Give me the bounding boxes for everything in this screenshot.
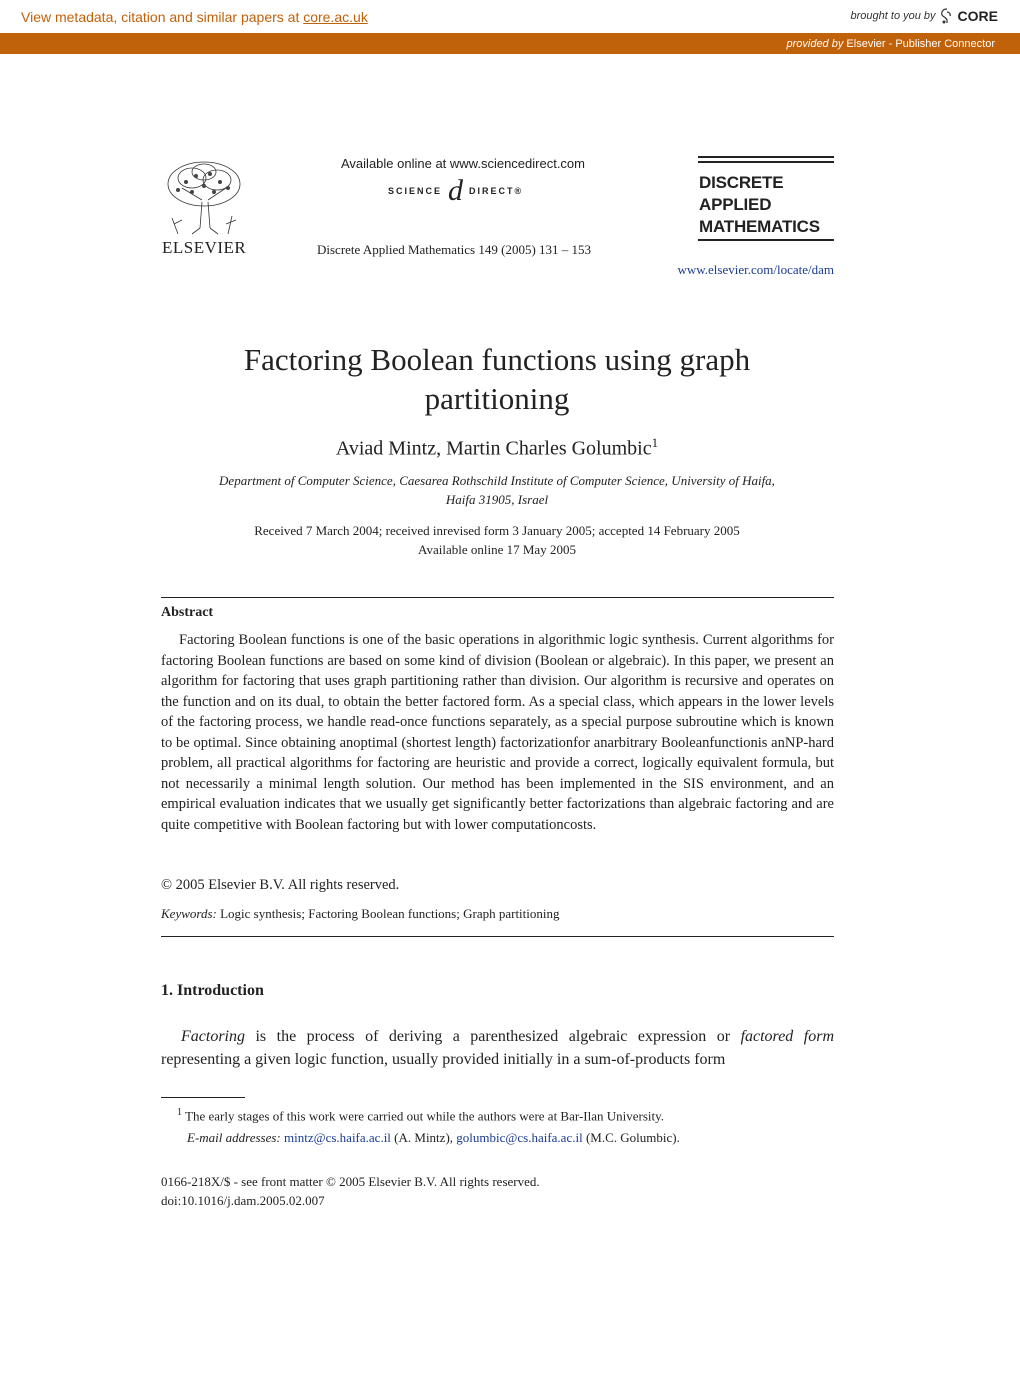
term-factored-form: factored form	[740, 1028, 834, 1045]
footnote-1-text: The early stages of this work were carried out while the authors were at Bar-Ilan University.	[182, 1108, 665, 1124]
email-mintz-link[interactable]: mintz@cs.haifa.ac.il	[284, 1130, 391, 1145]
title-line2: partitioning	[424, 381, 570, 416]
journal-url-link[interactable]: www.elsevier.com/locate/dam	[677, 262, 834, 277]
affiliation	[160, 471, 834, 509]
affiliation-line2: Haifa 31905, Israel	[445, 492, 549, 507]
available-online-text: Available online at www.sciencedirect.com	[341, 156, 585, 171]
sd-left: SCIENCE	[388, 186, 443, 196]
journal-citation: Discrete Applied Mathematics 149 (2005) 131 – 153	[317, 242, 592, 257]
term-factoring: Factoring	[181, 1028, 245, 1045]
intro-text-b: representing a given logic function, usually provided initially in a sum-of-products form	[161, 1051, 726, 1068]
sd-at-icon: d	[448, 174, 464, 207]
available-date: Available online 17 May 2005	[418, 542, 576, 557]
journal-logo-line1: DISCRETE	[699, 173, 784, 192]
provided-by-label: provided by	[786, 38, 844, 50]
journal-logo-line3: MATHEMATICS	[699, 217, 820, 236]
keywords-label: Keywords:	[161, 906, 217, 921]
introduction-heading: 1. Introduction	[161, 982, 264, 999]
core-metadata-prefix: View metadata, citation and similar papers at	[21, 9, 304, 25]
email1-owner: (A. Mintz),	[390, 1130, 457, 1145]
intro-text-a: is the process of deriving a parenthesized algebraic expression or	[245, 1028, 741, 1045]
core-metadata-text	[21, 9, 368, 25]
author-footnote-mark[interactable]: 1	[651, 435, 659, 450]
received-dates: Received 7 March 2004; received inrevised form 3 January 2005; accepted 14 February 2005	[254, 523, 740, 538]
journal-logo-title	[699, 172, 820, 238]
journal-logo-bottom-rule	[698, 239, 834, 241]
introduction-paragraph	[161, 1025, 834, 1071]
author-list	[160, 435, 834, 461]
doi-line[interactable]: doi:10.1016/j.dam.2005.02.007	[161, 1193, 325, 1208]
footnote-rule	[161, 1097, 245, 1098]
sd-right: DIRECT®	[469, 186, 524, 196]
abstract-bottom-rule	[161, 936, 834, 937]
journal-logo-rules	[698, 156, 834, 166]
core-brought-by[interactable]	[851, 8, 998, 24]
elsevier-tree-logo-icon	[162, 158, 246, 236]
email-label: E-mail addresses:	[187, 1130, 281, 1145]
article-dates	[160, 521, 834, 559]
authors-text: Aviad Mintz, Martin Charles Golumbic	[335, 437, 652, 460]
title-line1: Factoring Boolean functions using graph	[243, 342, 751, 377]
sciencedirect-logo	[388, 174, 523, 208]
core-ac-uk-link[interactable]: core.ac.uk	[303, 9, 368, 25]
abstract-top-rule	[161, 597, 834, 598]
email-golumbic-link[interactable]: golumbic@cs.haifa.ac.il	[456, 1130, 583, 1145]
footnote-1	[177, 1107, 664, 1124]
email-footnote	[187, 1130, 680, 1146]
email2-owner: (M.C. Golumbic).	[582, 1130, 680, 1145]
issn-line: 0166-218X/$ - see front matter © 2005 Elsevier B.V. All rights reserved.	[161, 1174, 540, 1189]
core-logo-icon	[940, 8, 954, 24]
abstract-body: Factoring Boolean functions is one of the basic operations in algorithmic logic synthesis. Current algorithms for factoring Boolean functions are based on some kind of division (Boolean or algebraic). In this paper, we present an algorithm for factoring that uses graph partitioning rather than division. Our algorithm is recursive and operates on the function and on its dual, to obtain the better factored form. As a special class, which appears in the lower levels of the factoring process, we handle read-once functions separately, as a special purpose subroutine which is known to be optimal. Since obtaining anoptimal (shortest length) factorizationfor anarbitrary Booleanfunctionis anNP-hard problem, all practical algorithms for factoring are heuristic and provide a correct, logically equivalent formula, but not necessarily a minimal length solution. Our method has been implemented in the SIS environment, and an empirical evaluation indicates that we usually get significantly better factorizations than algebraic factoring and are quite competitive with Boolean factoring but with lower computationcosts.	[161, 632, 834, 833]
journal-logo-line2: APPLIED	[699, 195, 772, 214]
provider-name: Elsevier - Publisher Connector	[846, 38, 995, 50]
footnote-1-mark: 1	[177, 1107, 182, 1118]
article-title	[160, 340, 834, 418]
core-label: CORE	[957, 8, 998, 24]
core-provided-by[interactable]	[786, 38, 995, 50]
affiliation-line1: Department of Computer Science, Caesarea Rothschild Institute of Computer Science, University of Haifa,	[219, 473, 775, 488]
keywords-list: Logic synthesis; Factoring Boolean functions; Graph partitioning	[216, 906, 560, 921]
brought-by-text: brought to you by	[850, 10, 936, 22]
elsevier-wordmark: ELSEVIER	[162, 238, 247, 257]
abstract-heading: Abstract	[161, 605, 214, 620]
abstract-copyright: © 2005 Elsevier B.V. All rights reserved.	[161, 877, 400, 893]
keywords	[161, 906, 560, 922]
